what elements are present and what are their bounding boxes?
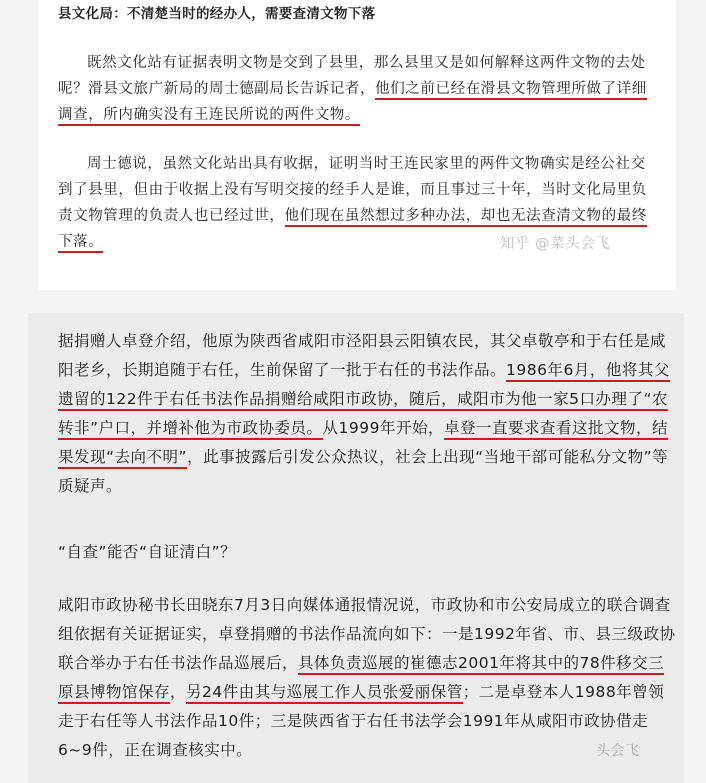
underlined-text: 他们之前已经在滑县文物管理所做了详细调查，所内确实没有王连民所说的两件文物。	[58, 81, 647, 126]
paragraph-text: 从1999年开始，	[322, 419, 444, 437]
underlined-text: 卓登一直要求查看这批文物，结果发现“去向不明”	[58, 419, 668, 469]
paragraph-text: 既然文化站有证据表明文物是交到了县里，那么县里又是如何解释这两件文物的去处呢？滑县文旅广新局的周士德副局长告诉记者，	[58, 55, 646, 97]
underlined-text: 另24件由其与巡展工作人员张爱丽保管	[186, 683, 463, 704]
zhihu-watermark: 知乎 @菜头会飞	[500, 236, 611, 252]
paragraph-text: ，	[170, 683, 187, 701]
paragraph-text: 据捐赠人卓登介绍，他原为陕西省咸阳市泾阳县云阳镇农民，其父卓敬亭和于右任是咸阳老乡，长期追随于右任，生前保留了一批于右任的书法作品。	[58, 332, 667, 379]
underlined-text: 1986年6月，他将其父遗留的122件于右任书法作品捐赠给咸阳市政协，随后，咸阳市为他一家5口办理了“农转非”户口，并增补他为市政协委员。	[58, 361, 670, 440]
underlined-text: 他们现在虽然想过多种办法，却也无法查清文物的最终下落。	[58, 208, 647, 253]
paragraph-text: 周士德说，虽然文化站出具有收据，证明当时王连民家里的两件文物确实是经公社交到了县里，但由于收据上没有写明交接的经手人是谁，而且事过三十年，当时文化局里负责文物管理的负责人也已经过世，	[58, 156, 647, 224]
paragraph-county-explanation	[58, 50, 658, 128]
paragraph-text: ，此事披露后引发公众热议，社会上出现“当地干部可能私分文物”等质疑声。	[58, 448, 669, 495]
zhihu-watermark-bottom: 头会飞	[596, 743, 640, 759]
subheading-question: “自查”能否“自证清白”？	[58, 543, 237, 561]
paragraph-investigation-findings	[58, 591, 678, 765]
paragraph-text: ；二是卓登本人1988年曾领走于右任等人书法作品10件；三是陕西省于右任书法学会1991年从咸阳市政协借走6~9件，正在调查核实中。	[58, 683, 665, 759]
paragraph-donor-background	[58, 327, 678, 501]
underlined-text: 具体负责巡展的崔德志2001年将其中的78件移交三原县博物馆保存	[58, 654, 664, 704]
paragraph-text: 咸阳市政协秘书长田晓东7月3日向媒体通报情况说，市政协和市公安局成立的联合调查组依据有关证据证实，卓登捐赠的书法作品流向如下：一是1992年省、市、县三级政协联合举办于右任书法作品巡展后，	[58, 596, 676, 672]
section-heading: 县文化局：不清楚当时的经办人，需要查清文物下落	[58, 6, 376, 22]
